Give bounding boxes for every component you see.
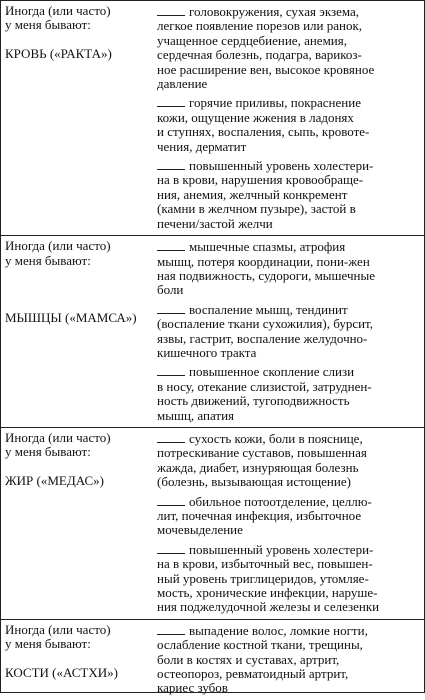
answer-blank[interactable]: [157, 4, 185, 16]
intro-line: Иногда (или часто): [5, 621, 111, 637]
intro-line: Иногда (или часто): [5, 429, 111, 445]
symptom-item: [157, 431, 420, 490]
answer-blank[interactable]: [157, 494, 185, 506]
symptom-line: мочевыделение: [157, 522, 243, 538]
section-heading: МЫШЦЫ («МАМСА»): [5, 310, 137, 326]
section-label: [1, 236, 151, 427]
symptom-list: [151, 236, 424, 427]
symptom-item: [157, 542, 420, 615]
answer-blank[interactable]: [157, 364, 185, 376]
symptom-line: (болезнь, вызывающая истощение): [157, 474, 351, 490]
symptom-line: повышенное скопление слизи: [157, 364, 420, 379]
section-fat: [1, 428, 424, 620]
symptom-item: [157, 239, 420, 298]
section-heading: КРОВЬ («РАКТА»): [5, 46, 112, 62]
symptom-list: [151, 1, 424, 235]
symptom-line: выпадение волос, ломкие ногти,: [157, 623, 420, 638]
intro-line: у меня бывают:: [5, 636, 91, 652]
symptom-line: ное расширение вен, высокое кровяное: [157, 61, 375, 77]
symptom-item: [157, 302, 420, 361]
symptom-line: кариес зубов: [157, 680, 228, 696]
symptom-line: в носу, отекание слизистой, затруднен-: [157, 378, 372, 394]
symptom-line: учащенное сердцебиение, анемия,: [157, 32, 347, 48]
symptom-line: и ступнях, воспаления, сыпь, кровоте-: [157, 124, 370, 140]
symptom-line: печени/застой желчи: [157, 215, 273, 231]
symptom-line: обильное потоотделение, целлю-: [157, 494, 420, 509]
symptom-line: горячие приливы, покраснение: [157, 95, 420, 110]
symptom-line: воспаление мышц, тендинит: [157, 302, 420, 317]
symptom-list: [151, 620, 424, 700]
answer-blank[interactable]: [157, 431, 185, 443]
answer-blank[interactable]: [157, 542, 185, 554]
symptom-line: мышечные спазмы, атрофия: [157, 239, 420, 254]
symptom-line: ный уровень триглицеридов, утомляе-: [157, 570, 369, 586]
intro-line: Иногда (или часто): [5, 238, 111, 254]
symptom-item: [157, 95, 420, 154]
symptom-line: кожи, ощущение жжения в ладонях: [157, 109, 354, 125]
symptom-line: ная подвижность, судороги, мышечные: [157, 267, 375, 283]
section-blood: [1, 1, 424, 236]
symptom-line: сердечная болезнь, подагра, варикоз-: [157, 47, 362, 63]
symptom-item: [157, 4, 420, 91]
section-label: [1, 1, 151, 235]
symptom-line: мышц, апатия: [157, 407, 235, 423]
symptom-line: на в крови, избыточный вес, повышен-: [157, 556, 373, 572]
symptom-line: (воспаление ткани сухожилия), бурсит,: [157, 316, 374, 332]
symptom-line: ния, анемия, желчный конкремент: [157, 186, 348, 202]
symptom-line: сухость кожи, боли в пояснице,: [157, 431, 420, 446]
symptom-line: повышенный уровень холестери-: [157, 158, 420, 173]
section-label: [1, 428, 151, 619]
symptom-line: боли: [157, 282, 184, 298]
section-label: [1, 620, 151, 700]
symptom-line: повышенный уровень холестери-: [157, 542, 420, 557]
symptom-item: [157, 364, 420, 423]
section-muscle: [1, 236, 424, 428]
symptom-list: [151, 428, 424, 619]
symptom-item: [157, 623, 420, 696]
answer-blank[interactable]: [157, 158, 185, 170]
intro-line: у меня бывают:: [5, 444, 91, 460]
symptom-line: жажда, диабет, изнуряющая болезнь: [157, 459, 359, 475]
symptom-line: остеопороз, ревматоидный артрит,: [157, 666, 349, 682]
symptom-line: ность движений, тугоподвижность: [157, 393, 350, 409]
symptom-item: [157, 494, 420, 538]
symptom-line: лит, почечная инфекция, избыточное: [157, 508, 362, 523]
symptom-line: мость, хронические инфекции, наруше-: [157, 585, 378, 601]
intro-line: у меня бывают:: [5, 17, 91, 33]
answer-blank[interactable]: [157, 239, 185, 251]
symptom-line: боли в костях и суставах, артрит,: [157, 651, 340, 667]
symptom-line: кишечного тракта: [157, 344, 257, 360]
symptom-line: мышц, потеря координации, пони-жен: [157, 253, 370, 269]
answer-blank[interactable]: [157, 95, 185, 107]
section-bone: [1, 620, 424, 700]
symptom-line: давление: [157, 76, 208, 92]
symptom-line: головокружения, сухая экзема,: [157, 4, 420, 19]
answer-blank[interactable]: [157, 623, 185, 635]
symptom-line: ослабление костной ткани, трещины,: [157, 637, 363, 653]
symptom-item: [157, 158, 420, 231]
answer-blank[interactable]: [157, 302, 185, 314]
symptom-line: потрескивание суставов, повышенная: [157, 445, 367, 461]
symptom-line: легкое появление порезов или ранок,: [157, 18, 363, 34]
section-heading: КОСТИ («АСТХИ»): [5, 665, 118, 681]
symptom-line: язвы, гастрит, воспаление желудочно-: [157, 330, 368, 346]
symptom-line: чения, дерматит: [157, 138, 247, 154]
intro-line: у меня бывают:: [5, 252, 91, 268]
section-heading: ЖИР («МЕДАС»): [5, 473, 104, 489]
symptom-line: на в крови, нарушения кровообраще-: [157, 172, 364, 188]
symptom-line: (камни в желчном пузыре), застой в: [157, 201, 356, 217]
intro-line: Иногда (или часто): [5, 3, 111, 18]
symptom-line: ния поджелудочной железы и селезенки: [157, 599, 380, 615]
